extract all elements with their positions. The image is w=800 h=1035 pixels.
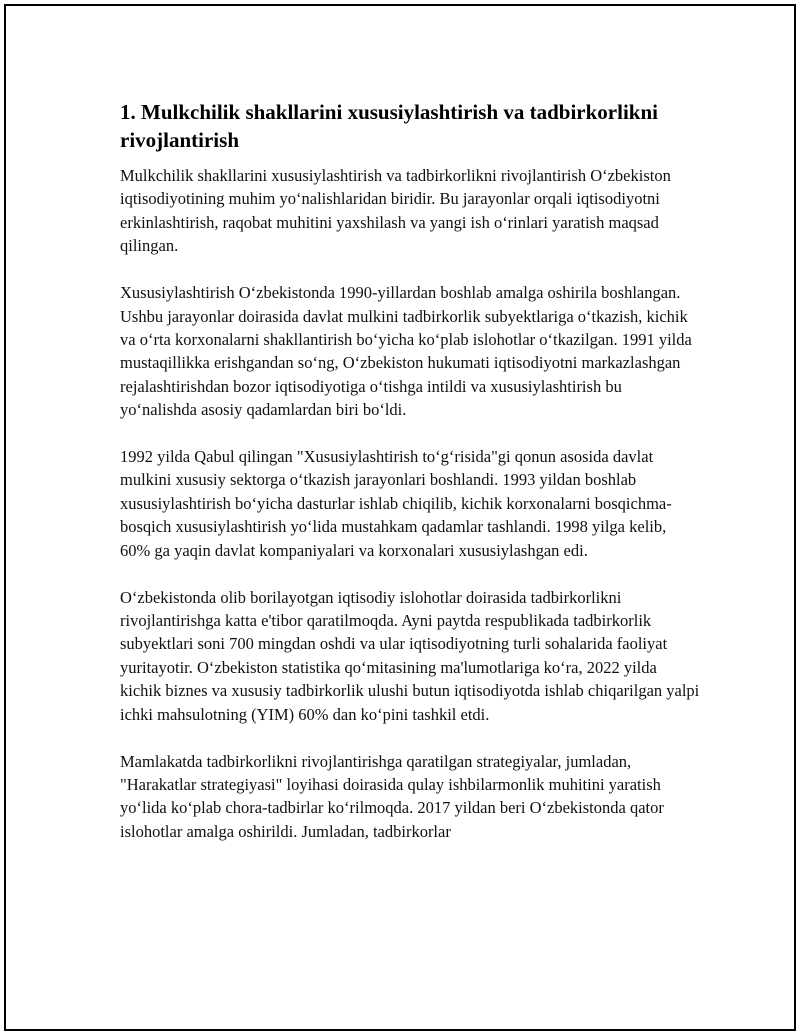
section-heading: 1. Mulkchilik shakllarini xususiylashtirish va tadbirkorlikni rivojlantirish: [120, 100, 658, 152]
paragraph-4: O‘zbekistonda olib borilayotgan iqtisodiy islohotlar doirasida tadbirkorlikni rivojlantirishga katta e'tibor qaratilmoqda. Ayni paytda respublikada tadbirkorlik subyektlari soni 700 mingdan oshdi va ular iqtisodiyotning turli sohalarida faoliyat yuritayotir. O‘zbekiston statistika qo‘mitasining ma'lumotlariga ko‘ra, 2022 yilda kichik biznes va xususiy tadbirkorlik ulushi butun iqtisodiyotda ishlab chiqarilgan yalpi ichki mahsulotning (YIM) 60% dan ko‘pini tashkil etdi.: [120, 587, 700, 724]
paragraph-1: Mulkchilik shakllarini xususiylashtirish va tadbirkorlikni rivojlantirish O‘zbekiston iqtisodiyotining muhim yo‘nalishlaridan biridir. Bu jarayonlar orqali iqtisodiyotni erkinlashtirish, raqobat muhitini yaxshilash va yangi ish o‘rinlari yaratish maqsad qilingan.: [120, 166, 671, 256]
paragraph-2: Xususiylashtirish O‘zbekistonda 1990-yillardan boshlab amalga oshirila boshlangan. Ushbu jarayonlar doirasida davlat mulkini tadbirkorlik subyektlariga o‘tkazish, kichik va o‘rta korxonalarni shakllantirish bo‘yicha ko‘plab islohotlar o‘tkazilgan. 1991 yilda mustaqillikka erishgandan so‘ng, O‘zbekiston hukumati iqtisodiyotni markazlashgan rejalashtirishdan bozor iqtisodiyotiga o‘tishga intildi va xususiylashtirish bu yo‘nalishda asosiy qadamlardan biri bo‘ldi.: [120, 283, 692, 420]
page-frame: [4, 4, 796, 1031]
paragraph-5: Mamlakatda tadbirkorlikni rivojlantirishga qaratilgan strategiyalar, jumladan, "Harakatlar strategiyasi" loyihasi doirasida qulay ishbilarmonlik muhitini yaratish yo‘lida ko‘plab chora-tadbirlar ko‘rilmoqda. 2017 yildan beri O‘zbekistonda qator islohotlar amalga oshirildi. Jumladan, tadbirkorlar: [120, 751, 664, 841]
document-body: [120, 98, 700, 867]
paragraph-3: 1992 yilda Qabul qilingan "Xususiylashtirish to‘g‘risida"gi qonun asosida davlat mulkini xususiy sektorga o‘tkazish jarayonlari boshlandi. 1993 yildan boshlab xususiylashtirish bo‘yicha dasturlar ishlab chiqilib, kichik korxonalarni bosqichma-bosqich xususiylashtirish yo‘lida mustahkam qadamlar tashlandi. 1998 yilga kelib, 60% ga yaqin davlat kompaniyalari va korxonalari xususiylashgan edi.: [120, 447, 672, 560]
